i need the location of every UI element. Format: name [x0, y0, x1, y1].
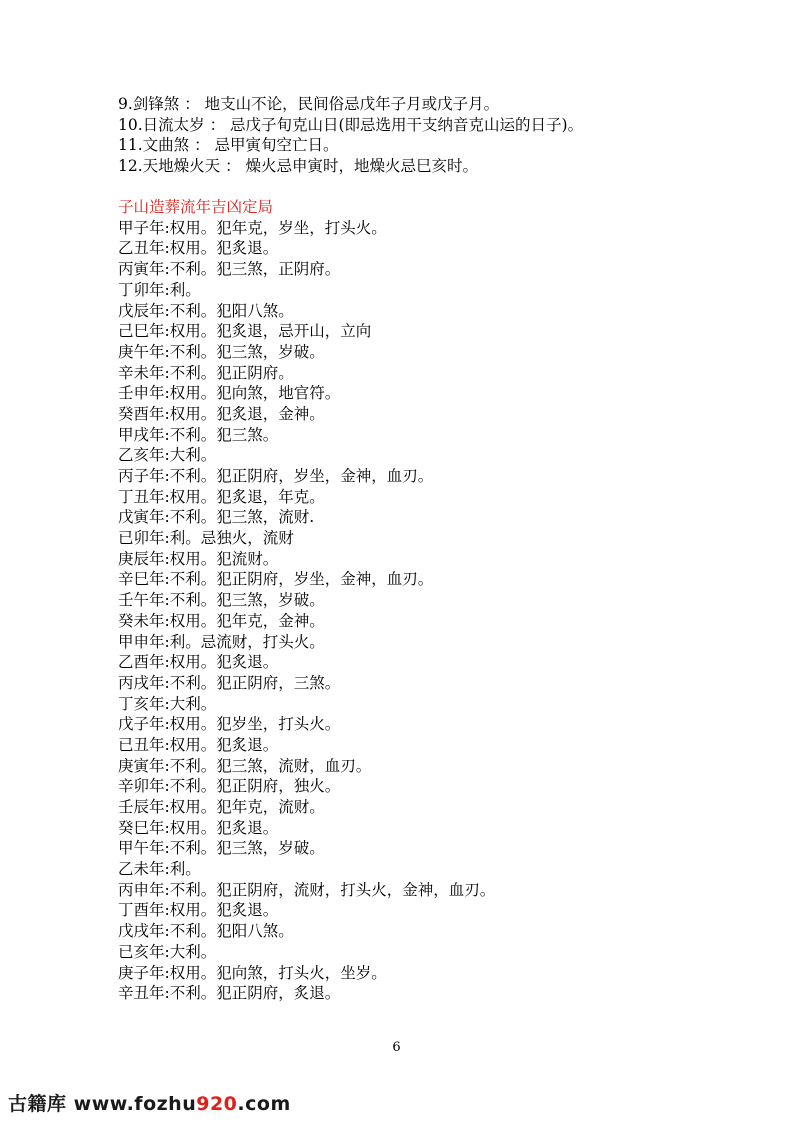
year-entry: 已卯年:利。忌独火，流财	[118, 529, 294, 548]
year-entry: 甲子年:权用。犯年克，岁坐，打头火。	[118, 218, 387, 237]
intro-list	[118, 94, 718, 177]
year-entry: 癸酉年:权用。犯炙退，金神。	[118, 404, 325, 423]
year-entry: 乙亥年:大利。	[118, 446, 217, 465]
year-entry: 丁卯年:利。	[118, 280, 201, 299]
watermark	[8, 1089, 291, 1116]
year-entry: 辛丑年:不利。犯正阴府，炙退。	[118, 984, 341, 1003]
intro-item: 10.日流太岁 ： 忌戊子旬克山日(即忌选用干支纳音克山运的日子)。	[118, 115, 584, 134]
year-entry: 戊寅年:不利。犯三煞，流财.	[118, 508, 315, 527]
year-entry: 庚辰年:权用。犯流财。	[118, 549, 279, 568]
year-entry: 甲申年:利。忌流财，打头火。	[118, 632, 325, 651]
year-entry: 丙寅年:不利。犯三煞，正阴府。	[118, 260, 341, 279]
year-entry: 丁亥年:大利。	[118, 694, 217, 713]
year-entry: 庚子年:权用。犯向煞，打头火，坐岁。	[118, 963, 387, 982]
section-title: 子山造葬流年吉凶定局	[118, 197, 274, 216]
year-entry: 戊子年:权用。犯岁坐，打头火。	[118, 715, 341, 734]
year-entry: 丙戌年:不利。犯正阴府，三煞。	[118, 673, 341, 692]
document-body	[118, 94, 718, 1004]
year-entry: 癸未年:权用。犯年克，金神。	[118, 611, 325, 630]
year-entry: 乙酉年:权用。犯炙退。	[118, 653, 279, 672]
year-entry: 庚午年:不利。犯三煞，岁破。	[118, 342, 325, 361]
year-entry: 丁丑年:权用。犯炙退，年克。	[118, 487, 325, 506]
watermark-url-suffix: .com	[237, 1093, 291, 1115]
year-entry: 甲戌年:不利。犯三煞。	[118, 425, 279, 444]
year-entry: 辛未年:不利。犯正阴府。	[118, 363, 294, 382]
year-entry: 已亥年:大利。	[118, 942, 217, 961]
year-entry: 丁酉年:权用。犯炙退。	[118, 901, 279, 920]
year-entry: 乙未年:利。	[118, 860, 201, 879]
watermark-site-name: 古籍库	[8, 1093, 67, 1115]
year-entry: 乙丑年:权用。犯炙退。	[118, 239, 279, 258]
year-entry: 戊戌年:不利。犯阳八煞。	[118, 922, 294, 941]
year-entry: 辛卯年:不利。犯正阴府，独火。	[118, 777, 341, 796]
watermark-url	[74, 1093, 291, 1115]
page-number: 6	[392, 1040, 401, 1055]
year-entry: 己巳年:权用。犯炙退，忌开山，立向	[118, 322, 372, 341]
year-entry: 辛巳年:不利。犯正阴府，岁坐，金神，血刃。	[118, 570, 434, 589]
year-entry: 壬辰年:权用。犯年克，流财。	[118, 798, 325, 816]
year-entry: 壬申年:权用。犯向煞，地官符。	[118, 384, 341, 403]
year-entry: 庚寅年:不利。犯三煞，流财，血刃。	[118, 756, 372, 775]
intro-item: 9.剑锋煞 ： 地支山不论，民间俗忌戊年子月或戊子月。	[118, 95, 500, 113]
year-entry: 丙申年:不利。犯正阴府，流财，打头火，金神，血刃。	[118, 880, 496, 899]
year-entry: 癸巳年:权用。犯炙退。	[118, 818, 279, 837]
watermark-url-prefix: www.fozhu	[73, 1093, 197, 1115]
year-entry: 戊辰年:不利。犯阳八煞。	[118, 301, 294, 320]
year-entry: 丙子年:不利。犯正阴府，岁坐，金神，血刃。	[118, 467, 434, 485]
watermark-url-number: 920	[196, 1093, 238, 1115]
intro-item: 11.文曲煞 ： 忌甲寅旬空亡日。	[118, 136, 339, 155]
year-entry: 已丑年:权用。犯炙退。	[118, 735, 279, 754]
year-entry-list	[118, 218, 718, 1004]
year-entry: 甲午年:不利。犯三煞，岁破。	[118, 839, 325, 858]
year-entry: 壬午年:不利。犯三煞，岁破。	[118, 591, 325, 610]
paragraph-gap	[118, 177, 718, 197]
intro-item: 12.天地燥火天 ： 燥火忌申寅时，地燥火忌巳亥时。	[118, 157, 479, 176]
